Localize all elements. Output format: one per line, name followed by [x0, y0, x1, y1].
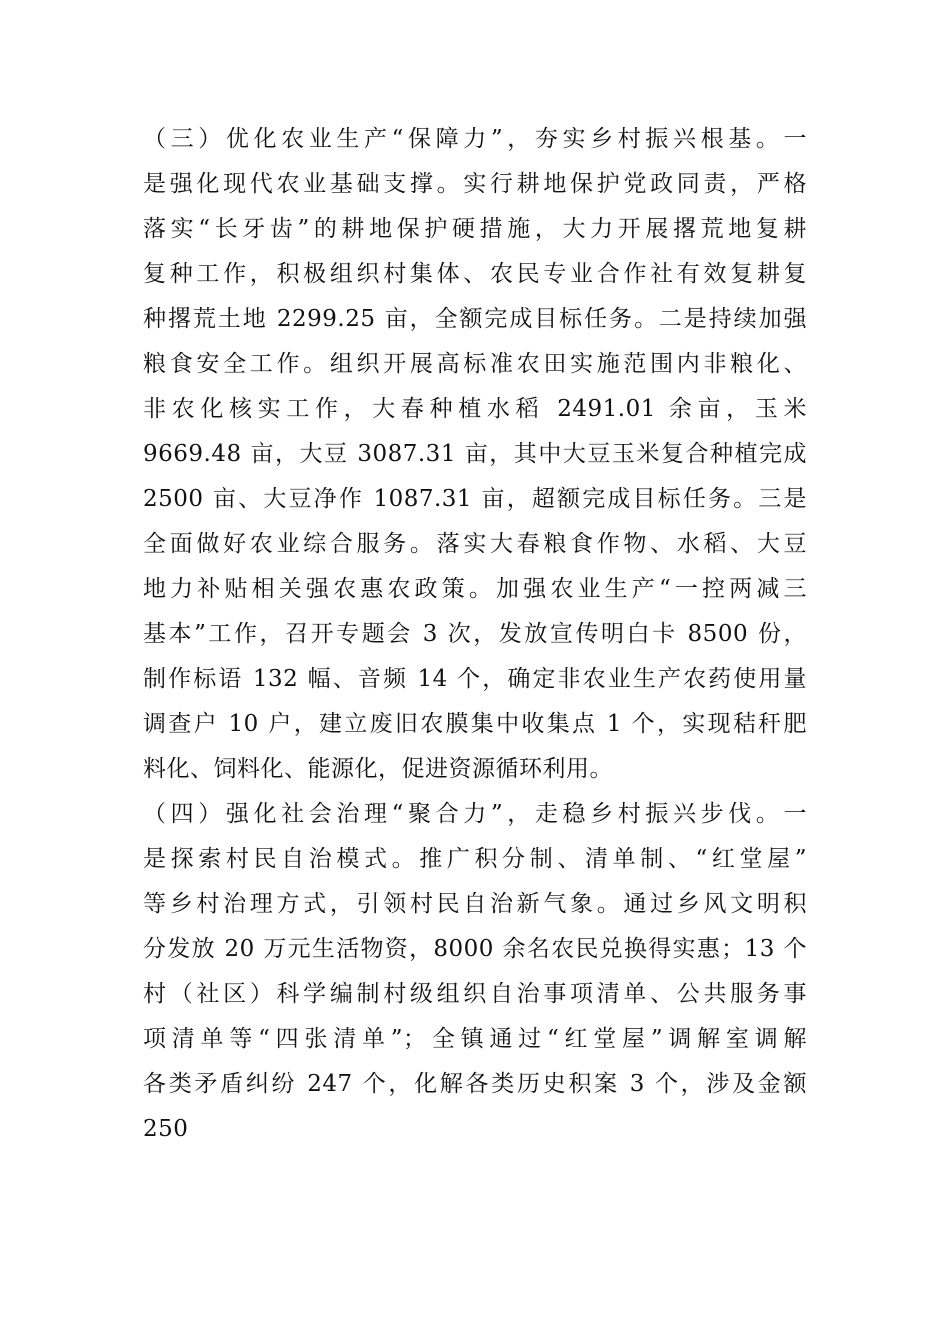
paragraph-1 — [143, 117, 807, 792]
text-line: 250 — [143, 1116, 189, 1142]
text-line: 各类矛盾纠纷 247 个，化解各类历史积案 3 个，涉及金额 — [143, 1071, 807, 1097]
text-line: 是强化现代农业基础支撑。实行耕地保护党政同责，严格 — [143, 171, 807, 197]
text-line: 2500 亩、大豆净作 1087.31 亩，超额完成目标任务。三是 — [143, 486, 807, 512]
text-line: （三）优化农业生产“保障力”，夯实乡村振兴根基。一 — [143, 126, 807, 152]
text-line: 等乡村治理方式，引领村民自治新气象。通过乡风文明积 — [143, 891, 807, 917]
paragraph-2 — [143, 792, 807, 1152]
text-line: 是探索村民自治模式。推广积分制、清单制、“红堂屋” — [143, 846, 807, 872]
text-line: 调查户 10 户，建立废旧农膜集中收集点 1 个，实现秸秆肥 — [143, 711, 807, 737]
text-line: 村（社区）科学编制村级组织自治事项清单、公共服务事 — [143, 981, 807, 1007]
text-line: 9669.48 亩，大豆 3087.31 亩，其中大豆玉米复合种植完成 — [143, 441, 807, 467]
text-line: 基本”工作，召开专题会 3 次，发放宣传明白卡 8500 份， — [143, 621, 807, 647]
text-line: 种撂荒土地 2299.25 亩，全额完成目标任务。二是持续加强 — [143, 306, 807, 332]
body-text — [143, 117, 807, 1152]
text-line: 非农化核实工作，大春种植水稻 2491.01 余亩，玉米 — [143, 396, 807, 422]
text-line: 地力补贴相关强农惠农政策。加强农业生产“一控两减三 — [143, 576, 807, 602]
text-line: 制作标语 132 幅、音频 14 个，确定非农业生产农药使用量 — [143, 666, 807, 692]
text-line: 落实“长牙齿”的耕地保护硬措施，大力开展撂荒地复耕 — [143, 216, 807, 242]
text-line: 料化、饲料化、能源化，促进资源循环利用。 — [143, 756, 613, 782]
text-line: （四）强化社会治理“聚合力”，走稳乡村振兴步伐。一 — [143, 801, 807, 827]
text-line: 项清单等“四张清单”；全镇通过“红堂屋”调解室调解 — [143, 1026, 807, 1052]
text-line: 分发放 20 万元生活物资，8000 余名农民兑换得实惠；13 个 — [143, 936, 807, 962]
text-line: 复种工作，积极组织村集体、农民专业合作社有效复耕复 — [143, 261, 807, 287]
text-line: 粮食安全工作。组织开展高标准农田实施范围内非粮化、 — [143, 351, 807, 377]
text-line: 全面做好农业综合服务。落实大春粮食作物、水稻、大豆 — [143, 531, 807, 557]
